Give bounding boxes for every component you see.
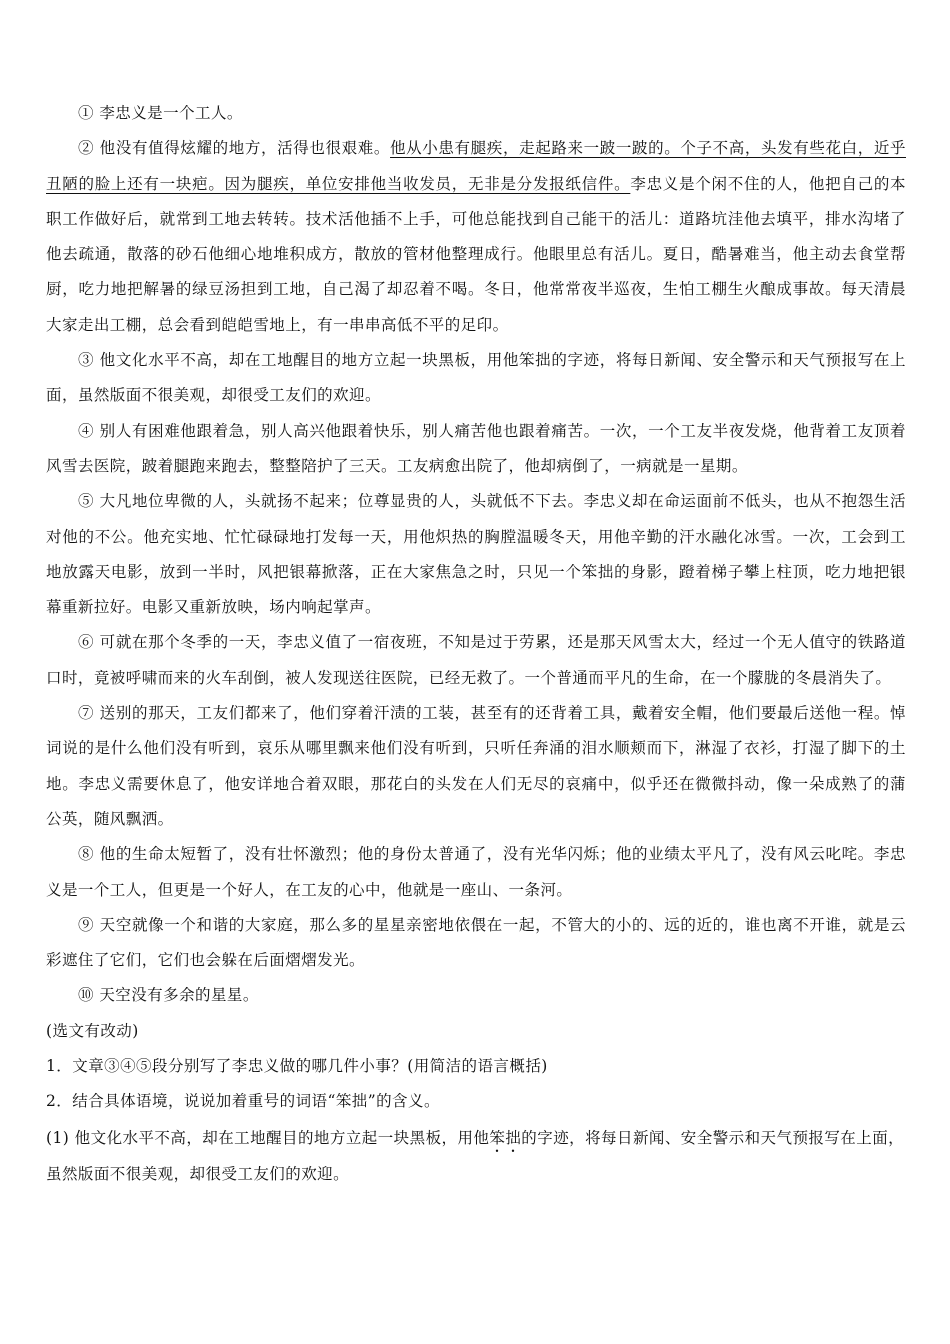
underlined-sentence: 他从小患有腿疾，走起路来一跛一跛的。个子不高，头发有些花白，近乎丑陋的脸上还有一块疤。因为腿疾，单位安排他当收发员，无非是分发报纸信件。 [46,139,906,193]
sub-question-1 [46,1120,906,1192]
source-note: (选文有改动) [46,1021,139,1040]
paragraph-10: ⑩ 天空没有多余的星星。 [78,986,259,1005]
paragraph-2-rest: 李忠义是个闲不住的人，他把自己的本职工作做好后，就常到工地去转转。技术活他插不上手，可他总能找到自己能干的活儿：道路坑洼他去填平，排水沟堵了他去疏通，散落的砂石他细心地堆积成方，散放的管材他整理成行。他眼里总有活儿。夏日，酷暑难当，他主动去食堂帮厨，吃力地把解暑的绿豆汤担到工地，自己渴了却忍着不喝。冬日，他常常夜半巡夜，生怕工棚生火酿成事故。每天清晨大家走出工棚，总会看到皑皑雪地上，有一串串高低不平的足印。 [46,174,907,334]
paragraph-2 [46,131,906,343]
sub-question-1-after: 的字迹，将每日新闻、安全警示和天气预报写在上面，虽然版面不很美观，却很受工友们的欢迎。 [46,1128,905,1183]
document-page [46,96,906,1192]
paragraph-7: ⑦ 送别的那天，工友们都来了，他们穿着汗渍的工装，甚至有的还背着工具，戴着安全帽，他们要最后送他一程。悼词说的是什么他们没有听到，哀乐从哪里飘来他们没有听到，只听任奔涌的泪水顺颊而下，淋湿了衣衫，打湿了脚下的土地。李忠义需要休息了，他安详地合着双眼，那花白的头发在人们无尽的哀痛中，似乎还在微微抖动，像一朵成熟了的蒲公英，随风飘洒。 [46,704,906,828]
sub-question-1-before: (1) 他文化水平不高，却在工地醒目的地方立起一块黑板，用他 [46,1128,490,1147]
paragraph-9: ⑨ 天空就像一个和谐的大家庭，那么多的星星亲密地依偎在一起，不管大的小的、远的近的，谁也离不开谁，就是云彩遮住了它们，它们也会躲在后面熠熠发光。 [46,915,906,970]
paragraph-5: ⑤ 大凡地位卑微的人，头就扬不起来；位尊显贵的人，头就低不下去。李忠义却在命运面前不低头，也从不抱怨生活对他的不公。他充实地、忙忙碌碌地打发每一天，用他炽热的胸膛温暖冬天，用他辛勤的汗水融化冰雪。一次，工会到工地放露天电影，放到一半时，风把银幕掀落，正在大家焦急之时，只见一个笨拙的身影，蹬着梯子攀上柱顶，吃力地把银幕重新拉好。电影又重新放映，场内响起掌声。 [46,492,906,617]
paragraph-3: ③ 他文化水平不高，却在工地醒目的地方立起一块黑板，用他笨拙的字迹，将每日新闻、安全警示和天气预报写在上面，虽然版面不很美观，却很受工友们的欢迎。 [46,351,906,405]
paragraph-2-lead: ② 他没有值得炫耀的地方，活得也很艰难。 [78,139,391,158]
emphasized-word: 笨拙 [489,1128,522,1147]
paragraph-6: ⑥ 可就在那个冬季的一天，李忠义值了一宿夜班，不知是过于劳累，还是那天风雪太大，经过一个无人值守的铁路道口时，竟被呼啸而来的火车刮倒，被人发现送往医院，已经无救了。一个普通而平凡的生命，在一个朦胧的冬晨消失了。 [46,633,906,687]
question-1: 1．文章③④⑤段分别写了李忠义做的哪几件小事？(用简洁的语言概括) [46,1057,548,1076]
paragraph-1: ① 李忠义是一个工人。 [78,104,243,122]
question-2: 2．结合具体语境，说说加着重号的词语“笨拙”的含义。 [46,1092,440,1111]
paragraph-4: ④ 别人有困难他跟着急，别人高兴他跟着快乐，别人痛苦他也跟着痛苦。一次，一个工友半夜发烧，他背着工友顶着风雪去医院，跛着腿跑来跑去，整整陪护了三天。工友病愈出院了，他却病倒了，一病就是一星期。 [46,421,906,475]
paragraph-8: ⑧ 他的生命太短暂了，没有壮怀激烈；他的身份太普通了，没有光华闪烁；他的业绩太平凡了，没有风云叱咤。李忠义是一个工人，但更是一个好人，在工友的心中，他就是一座山、一条河。 [46,845,906,899]
